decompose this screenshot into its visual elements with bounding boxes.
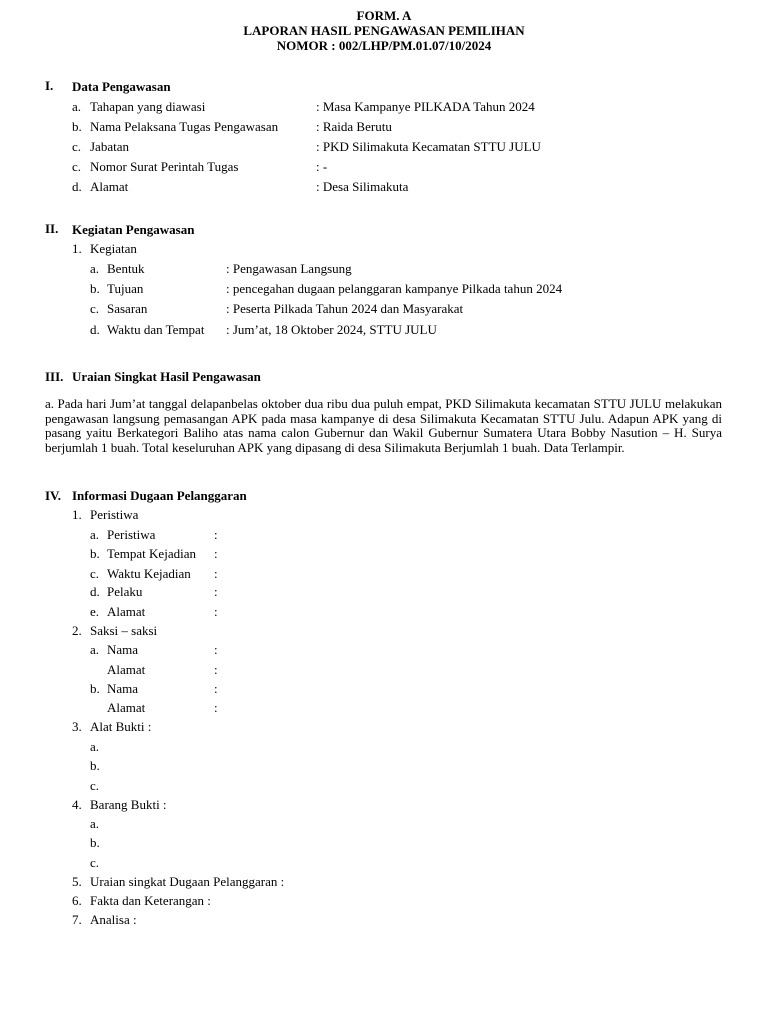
s4-barang-bukti-letter: b. <box>90 835 100 850</box>
s4-peristiwa-item-label: Peristiwa <box>107 527 156 542</box>
section-2-numeral: II. <box>45 221 59 236</box>
s2-item-label: Tujuan <box>107 281 144 296</box>
section-4-numeral: IV. <box>45 488 62 503</box>
form-label: FORM. A <box>356 8 412 23</box>
s4-barang-bukti-letter: a. <box>90 816 100 831</box>
s4-alat-bukti-number: 3. <box>72 719 82 734</box>
s4-peristiwa-colon: : <box>214 546 218 561</box>
s4-saksi-row-label: Alamat <box>107 700 146 715</box>
s4-barang-bukti-letter: c. <box>90 855 100 870</box>
s4-uraian-number: 5. <box>72 874 82 889</box>
s4-alat-bukti-label: Alat Bukti : <box>90 719 152 734</box>
section-3-numeral: III. <box>45 369 64 384</box>
s1-item-value: : - <box>316 159 328 174</box>
s1-item-value: : Desa Silimakuta <box>316 179 409 194</box>
s2-item-letter: d. <box>90 322 100 337</box>
s4-saksi-number: 2. <box>72 623 82 638</box>
section-2-title: Kegiatan Pengawasan <box>72 222 195 237</box>
s2-item-value: : Pengawasan Langsung <box>226 261 352 276</box>
s1-item-value: : Masa Kampanye PILKADA Tahun 2024 <box>316 99 535 114</box>
section-4-title: Informasi Dugaan Pelanggaran <box>72 488 247 503</box>
s4-peristiwa-colon: : <box>214 527 218 542</box>
s4-saksi-colon: : <box>214 681 218 696</box>
s4-peristiwa-letter: c. <box>90 566 100 581</box>
s1-item-value: : Raida Berutu <box>316 119 392 134</box>
s1-item-letter: a. <box>72 99 82 114</box>
report-number: NOMOR : 002/LHP/PM.01.07/10/2024 <box>276 38 492 53</box>
s1-item-label: Jabatan <box>90 139 129 154</box>
s4-peristiwa-colon: : <box>214 566 218 581</box>
document-header <box>0 8 768 53</box>
s2-item-value: : pencegahan dugaan pelanggaran kampanye Pilkada tahun 2024 <box>226 281 563 296</box>
s2-item-letter: c. <box>90 301 100 316</box>
s2-item-label: Sasaran <box>107 301 148 316</box>
s4-saksi-row-label: Alamat <box>107 662 146 677</box>
s2-item-letter: b. <box>90 281 100 296</box>
s4-uraian-label: Uraian singkat Dugaan Pelanggaran : <box>90 874 285 889</box>
s2-item-letter: a. <box>90 261 100 276</box>
s4-peristiwa-letter: b. <box>90 546 100 561</box>
s1-item-label: Nama Pelaksana Tugas Pengawasan <box>90 119 279 134</box>
section-1-title: Data Pengawasan <box>72 79 171 94</box>
s4-peristiwa-item-label: Alamat <box>107 604 146 619</box>
s4-saksi-colon: : <box>214 662 218 677</box>
s4-fakta-label: Fakta dan Keterangan : <box>90 893 211 908</box>
s4-saksi-label: Saksi – saksi <box>90 623 158 638</box>
s4-peristiwa-letter: d. <box>90 584 100 599</box>
s4-peristiwa-item-label: Waktu Kejadian <box>107 566 191 581</box>
s2-sub-label: Kegiatan <box>90 241 137 256</box>
s1-item-label: Tahapan yang diawasi <box>90 99 206 114</box>
s4-peristiwa-colon: : <box>214 584 218 599</box>
s4-peristiwa-number: 1. <box>72 507 82 522</box>
s4-saksi-row-label: Nama <box>107 681 139 696</box>
s4-peristiwa-colon: : <box>214 604 218 619</box>
s1-item-value: : PKD Silimakuta Kecamatan STTU JULU <box>316 139 541 154</box>
s4-fakta-number: 6. <box>72 893 82 908</box>
s2-item-value: : Peserta Pilkada Tahun 2024 dan Masyarakat <box>226 301 464 316</box>
s1-item-letter: b. <box>72 119 82 134</box>
s4-saksi-colon: : <box>214 642 218 657</box>
report-title: LAPORAN HASIL PENGAWASAN PEMILIHAN <box>243 23 525 38</box>
s4-analisa-number: 7. <box>72 912 82 927</box>
s4-alat-bukti-letter: c. <box>90 778 100 793</box>
s4-analisa-label: Analisa : <box>90 912 137 927</box>
s1-item-label: Nomor Surat Perintah Tugas <box>90 159 239 174</box>
s1-item-letter: c. <box>72 159 82 174</box>
s4-alat-bukti-letter: b. <box>90 758 100 773</box>
s2-item-label: Waktu dan Tempat <box>107 322 205 337</box>
s4-peristiwa-item-label: Tempat Kejadian <box>107 546 196 561</box>
s4-peristiwa-letter: e. <box>90 604 100 619</box>
section-3-paragraph: a. Pada hari Jum’at tanggal delapanbelas oktober dua ribu dua puluh empat, PKD Silimakuta kecamatan STTU JULU melakukan pengawasan langsung pemasangan APK pada masa kampanye di desa Silimakuta Kecamatan STTU Julu. Adapun APK yang di pasang yaitu Berkategori Baliho atas nama calon Gubernur dan Wakil Gubernur Sumatera Utara Bobby Nasution – H. Surya berjumlah 1 buah. Total keseluruhan APK yang dipasang di desa Silimakuta Berjumlah 1 buah. Data Terlampir. <box>45 396 722 455</box>
s2-item-value: : Jum’at, 18 Oktober 2024, STTU JULU <box>226 322 437 337</box>
s4-saksi-colon: : <box>214 700 218 715</box>
s4-saksi-letter: b. <box>90 681 100 696</box>
s4-barang-bukti-number: 4. <box>72 797 82 812</box>
s4-peristiwa-label: Peristiwa <box>90 507 139 522</box>
section-3-title: Uraian Singkat Hasil Pengawasan <box>72 369 261 384</box>
s2-item-label: Bentuk <box>107 261 145 276</box>
section-1-numeral: I. <box>45 78 54 93</box>
s1-item-letter: d. <box>72 179 82 194</box>
s4-barang-bukti-label: Barang Bukti : <box>90 797 167 812</box>
s2-sub-number: 1. <box>72 241 82 256</box>
s4-alat-bukti-letter: a. <box>90 739 100 754</box>
s4-saksi-row-label: Nama <box>107 642 139 657</box>
s4-peristiwa-letter: a. <box>90 527 100 542</box>
s1-item-letter: c. <box>72 139 82 154</box>
s4-peristiwa-item-label: Pelaku <box>107 584 143 599</box>
s4-saksi-letter: a. <box>90 642 100 657</box>
s1-item-label: Alamat <box>90 179 129 194</box>
